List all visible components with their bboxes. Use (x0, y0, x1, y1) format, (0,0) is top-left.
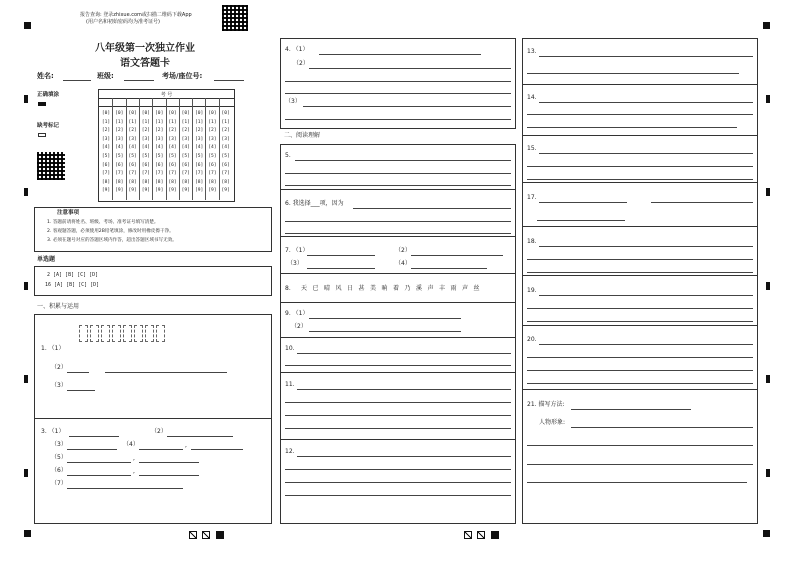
answer-box-q13[interactable] (522, 38, 758, 85)
exam-id-digit[interactable]: [8] (101, 179, 111, 185)
q4-2-label: （2） (293, 60, 309, 67)
q4-2-line-b[interactable] (285, 81, 511, 82)
notes-box (34, 207, 272, 252)
q8-label: 8. (285, 285, 291, 292)
exam-id-digit[interactable]: [4] (128, 145, 137, 151)
q6-line-b[interactable] (285, 221, 511, 222)
exam-id-digit[interactable]: [3] (208, 136, 217, 142)
exam-id-digit[interactable]: [4] (155, 145, 164, 151)
exam-id-digit[interactable]: [7] (168, 171, 177, 177)
exam-id-digit[interactable]: [5] (168, 153, 177, 159)
exam-id-column[interactable] (194, 110, 204, 196)
exam-id-digit[interactable]: [4] (208, 145, 217, 151)
answer-box-q15[interactable] (522, 135, 758, 183)
side-mark (766, 188, 770, 196)
exam-id-digit[interactable]: [9] (115, 188, 124, 194)
q18-line-c[interactable] (527, 272, 753, 273)
exam-id-digit[interactable]: [6] (141, 162, 151, 168)
exam-id-digit[interactable]: [7] (194, 171, 204, 177)
q15-line-c[interactable] (527, 179, 753, 180)
answer-box-q21[interactable] (522, 389, 758, 524)
answer-box-q19[interactable] (522, 275, 758, 326)
absent-mark-box[interactable] (38, 133, 46, 137)
exam-id-column[interactable] (154, 110, 164, 196)
q8-sentence[interactable] (301, 286, 501, 294)
exam-id-digit[interactable]: [4] (168, 145, 177, 151)
exam-id-digit[interactable]: [8] (115, 179, 124, 185)
exam-id-digit[interactable]: [0] (181, 111, 190, 116)
exam-id-digit[interactable]: [8] (208, 179, 217, 185)
exam-id-column[interactable] (114, 110, 124, 196)
exam-id-digit[interactable]: [3] (221, 136, 230, 142)
q8-char[interactable]: 声 (427, 285, 434, 292)
q3-4-line[interactable] (139, 449, 183, 450)
q17-label: 17. (527, 194, 537, 201)
exam-id-header: 考 号 (160, 92, 173, 98)
q10-line[interactable] (297, 353, 511, 354)
q3-6-line[interactable] (67, 475, 131, 476)
q20-line-c[interactable] (527, 370, 753, 371)
side-mark (766, 282, 770, 290)
exam-id-column[interactable] (101, 110, 111, 196)
q21-1-label: 21. 描写方法: (527, 401, 565, 408)
q21-2-line[interactable] (571, 427, 753, 428)
q1-2-line[interactable] (67, 372, 89, 373)
page-subtitle: 语文答题卡 (120, 58, 170, 69)
q4-1-line[interactable] (319, 54, 481, 55)
q9-1-line[interactable] (309, 318, 461, 319)
class-field[interactable] (124, 80, 154, 81)
exam-id-digit[interactable]: [8] (181, 179, 190, 185)
bottom-marker-left (189, 531, 229, 540)
answer-box-q7[interactable] (280, 236, 516, 274)
q13-line[interactable] (539, 56, 753, 57)
q15-line-b[interactable] (527, 166, 753, 167)
exam-id-digit[interactable]: [8] (194, 179, 204, 185)
exam-id-column[interactable] (128, 110, 138, 196)
exam-id-digit[interactable]: [9] (208, 188, 217, 194)
side-mark (766, 469, 770, 477)
exam-id-digit[interactable]: [1] (208, 119, 217, 125)
q4-1-label: 4. （1） (285, 46, 309, 53)
answer-box-q14[interactable] (522, 84, 758, 136)
corner-mark-br (763, 530, 770, 537)
q12-line-d[interactable] (285, 495, 511, 496)
exam-id-column[interactable] (168, 110, 178, 196)
answer-box-q20[interactable] (522, 325, 758, 390)
exam-id-digit[interactable]: [0] (141, 111, 151, 116)
exam-id-digit[interactable]: [6] (208, 162, 217, 168)
exam-id-digit[interactable]: [2] (168, 128, 177, 134)
q3-5-label: （5） (51, 454, 67, 461)
side-mark (766, 95, 770, 103)
side-mark (24, 95, 28, 103)
exam-id-digit[interactable]: [9] (128, 188, 137, 194)
exam-id-digit[interactable]: [1] (168, 119, 177, 125)
exam-id-digit[interactable]: [4] (141, 145, 151, 151)
answer-box-q9[interactable] (280, 302, 516, 338)
exam-id-digit[interactable]: [3] (101, 136, 111, 142)
side-mark (24, 469, 28, 477)
exam-id-digit[interactable]: [1] (128, 119, 137, 125)
answer-box-q17[interactable] (522, 182, 758, 227)
q14-line-c[interactable] (527, 127, 737, 128)
q18-line-b[interactable] (527, 259, 753, 260)
q8-char[interactable]: 丰 (439, 285, 446, 292)
exam-id-digit[interactable]: [0] (101, 111, 111, 116)
bottom-marker-right (464, 531, 504, 540)
corner-mark-tr (763, 22, 770, 29)
q8-char[interactable]: 晴 (324, 285, 331, 292)
q14-line[interactable] (539, 102, 753, 103)
exam-id-digit[interactable]: [9] (221, 188, 230, 194)
exam-id-digit[interactable]: [7] (115, 171, 124, 177)
q19-line-b[interactable] (527, 308, 753, 309)
exam-id-digit[interactable]: [5] (128, 153, 137, 159)
q20-line[interactable] (539, 344, 753, 345)
q10-label: 10. (285, 345, 295, 352)
exam-id-column[interactable] (207, 110, 217, 196)
exam-id-digit[interactable]: [5] (181, 153, 190, 159)
q3-4-line-b[interactable] (191, 449, 243, 450)
exam-id-digit[interactable]: [6] (128, 162, 137, 168)
mc-box[interactable] (34, 266, 272, 296)
exam-id-digit[interactable]: [5] (141, 153, 151, 159)
q1-2-line-b[interactable] (105, 372, 227, 373)
exam-id-digit[interactable]: [1] (155, 119, 164, 125)
page-title: 八年级第一次独立作业 (95, 43, 195, 54)
mc-title: 单选题 (37, 256, 56, 263)
exam-id-digit[interactable]: [0] (115, 111, 124, 116)
q11-line-c[interactable] (285, 415, 511, 416)
section-2-title: 二、阅读理解 (284, 132, 321, 139)
exam-id-digit[interactable]: [1] (115, 119, 124, 125)
exam-id-digit[interactable]: [3] (141, 136, 151, 142)
q4-3-line-b[interactable] (285, 119, 511, 120)
q5-label: 5. (285, 152, 291, 159)
q19-line-c[interactable] (527, 321, 753, 322)
exam-id-digit[interactable]: [8] (141, 179, 151, 185)
exam-id-digit[interactable]: [6] (221, 162, 230, 168)
q21-2-line-c[interactable] (527, 464, 753, 465)
name-label: 姓名: (37, 72, 54, 80)
exam-id-digit[interactable]: [7] (221, 171, 230, 177)
q20-label: 20. (527, 336, 537, 343)
q21-2-label: 人物形象: (539, 419, 566, 426)
exam-id-digit[interactable]: [0] (155, 111, 164, 116)
exam-id-digit[interactable]: [0] (168, 111, 177, 116)
exam-id-digit[interactable]: [9] (181, 188, 190, 194)
exam-id-digit[interactable]: [7] (181, 171, 190, 177)
q8-char[interactable]: 已 (312, 285, 319, 292)
exam-id-digit[interactable]: [1] (101, 119, 111, 125)
exam-id-digit[interactable]: [4] (221, 145, 230, 151)
room-label: 考场/座位号: (162, 72, 203, 80)
exam-id-digit[interactable]: [7] (141, 171, 151, 177)
answer-box-q1[interactable] (34, 314, 272, 419)
exam-id-digit[interactable]: [1] (141, 119, 151, 125)
q1-1-label: 1. （1） (41, 345, 65, 352)
exam-id-digit[interactable]: [9] (101, 188, 111, 194)
q8-char[interactable]: 天 (301, 285, 308, 292)
q5-line-b[interactable] (285, 173, 511, 174)
exam-id-digit[interactable]: [9] (168, 188, 177, 194)
q6-line-c[interactable] (285, 233, 511, 234)
q15-line[interactable] (539, 153, 753, 154)
exam-id-digit[interactable]: [4] (101, 145, 111, 151)
answer-box-q8[interactable] (280, 273, 516, 303)
q7-1-line[interactable] (307, 255, 375, 256)
q11-line-d[interactable] (285, 428, 511, 429)
q6-label: 6. 我选择___项，因为 (285, 200, 344, 207)
correct-fill-sample (38, 102, 46, 106)
q8-char[interactable]: 风 (335, 285, 342, 292)
q3-3-label: （3） (51, 441, 67, 448)
notes-title: 注意事项 (57, 210, 80, 216)
q7-4-label: （4） (395, 260, 411, 267)
q8-char[interactable]: 乃 (404, 285, 411, 292)
answer-box-q3[interactable] (34, 418, 272, 524)
name-field[interactable] (63, 80, 91, 81)
q6-line[interactable] (353, 208, 511, 209)
side-mark (766, 375, 770, 383)
q12-line-b[interactable] (285, 469, 511, 470)
exam-id-digit[interactable]: [2] (208, 128, 217, 134)
corner-mark-bl (24, 530, 31, 537)
exam-id-digit[interactable]: [7] (155, 171, 164, 177)
side-mark (24, 375, 28, 383)
mc-row[interactable]: 16 [A] [B] [C] [D] (45, 282, 100, 288)
exam-id-digit[interactable]: [7] (128, 171, 137, 177)
answer-box-q11[interactable] (280, 372, 516, 440)
q8-char[interactable]: 着 (393, 285, 400, 292)
exam-id-digit[interactable]: [3] (155, 136, 164, 142)
q21-2-line-b[interactable] (527, 445, 753, 446)
q3-6-label: （6） (51, 467, 67, 474)
exam-id-digit[interactable]: [2] (141, 128, 151, 134)
exam-id-digit[interactable]: [2] (115, 128, 124, 134)
q21-2-line-d[interactable] (527, 482, 747, 483)
exam-id-digit[interactable]: [5] (115, 153, 124, 159)
absent-mark-label: 缺考标记 (37, 123, 60, 129)
answer-box-q18[interactable] (522, 226, 758, 276)
exam-id-digit[interactable]: [2] (221, 128, 230, 134)
exam-id-column[interactable] (141, 110, 151, 196)
q18-label: 18. (527, 238, 537, 245)
exam-id-digit[interactable]: [9] (141, 188, 151, 194)
comma: , (133, 468, 135, 475)
exam-id-digit[interactable]: [2] (128, 128, 137, 134)
q7-1-label: 7. （1） (285, 247, 309, 254)
comma: , (133, 455, 135, 462)
q8-char[interactable]: 雨 (450, 285, 457, 292)
q17-line[interactable] (539, 202, 627, 203)
q18-line[interactable] (539, 246, 753, 247)
q8-char[interactable]: 声 (462, 285, 469, 292)
q8-char[interactable]: 晌 (381, 285, 388, 292)
answer-box-q6[interactable] (280, 189, 516, 237)
exam-id-digit[interactable]: [8] (155, 179, 164, 185)
q9-1-label: 9. （1） (285, 310, 309, 317)
q8-char[interactable]: 日 (347, 285, 354, 292)
q15-label: 15. (527, 145, 537, 152)
exam-id-digit[interactable]: [6] (168, 162, 177, 168)
q13-line-b[interactable] (527, 73, 739, 74)
q8-char[interactable]: 甚 (358, 285, 365, 292)
exam-id-digit[interactable]: [4] (115, 145, 124, 151)
q8-char[interactable]: 丝 (473, 285, 480, 292)
q3-1b-line[interactable] (167, 436, 233, 437)
notes-item: 1. 答题前请将姓名、班级、考场、准考证号填写清楚。 (47, 220, 159, 225)
exam-id-digit[interactable]: [3] (115, 136, 124, 142)
exam-id-digit[interactable]: [0] (194, 111, 204, 116)
q3-1-label: 3. （1） (41, 428, 65, 435)
q3-5-line[interactable] (67, 462, 131, 463)
q3-7-line[interactable] (67, 488, 183, 489)
exam-id-digit[interactable]: [0] (128, 111, 137, 116)
q7-2-line[interactable] (411, 255, 503, 256)
correct-fill-label: 正确填涂 (37, 92, 60, 98)
exam-id-digit[interactable]: [2] (155, 128, 164, 134)
exam-id-digit[interactable]: [7] (101, 171, 111, 177)
q11-label: 11. (285, 381, 295, 388)
q7-4-line[interactable] (411, 268, 487, 269)
q17-line-b[interactable] (651, 202, 753, 203)
exam-id-digit[interactable]: [1] (181, 119, 190, 125)
exam-id-digit[interactable]: [2] (181, 128, 190, 134)
answer-box-q4[interactable] (280, 38, 516, 129)
exam-id-digit[interactable]: [6] (194, 162, 204, 168)
section-1-title: 一、积累与运用 (37, 303, 80, 310)
exam-id-digit[interactable]: [5] (221, 153, 230, 159)
q11-line-b[interactable] (285, 402, 511, 403)
exam-id-digit[interactable]: [3] (168, 136, 177, 142)
q3-1b-label: （2） (151, 428, 167, 435)
exam-id-digit[interactable]: [2] (194, 128, 204, 134)
q20-line-d[interactable] (527, 383, 753, 384)
room-field[interactable] (214, 80, 244, 81)
exam-id-digit[interactable]: [6] (155, 162, 164, 168)
q4-2-line-c[interactable] (285, 93, 511, 94)
exam-id-digit[interactable]: [7] (208, 171, 217, 177)
exam-id-digit[interactable]: [8] (221, 179, 230, 185)
exam-id-digit[interactable]: [0] (221, 111, 230, 116)
side-mark (24, 282, 28, 290)
q3-4-label: （4） (123, 441, 139, 448)
q19-label: 19. (527, 287, 537, 294)
exam-id-digit[interactable]: [5] (194, 153, 204, 159)
q14-line-b[interactable] (527, 114, 753, 115)
q3-1-line[interactable] (69, 436, 119, 437)
exam-id-digit[interactable]: [9] (155, 188, 164, 194)
q13-label: 13. (527, 48, 537, 55)
q4-2-line[interactable] (309, 68, 511, 69)
q14-label: 14. (527, 94, 537, 101)
q3-6-line-b[interactable] (139, 475, 199, 476)
answer-box-q12[interactable] (280, 439, 516, 524)
exam-id-digit[interactable]: [1] (194, 119, 204, 125)
comma: , (185, 442, 187, 449)
q1-3-line[interactable] (67, 390, 95, 391)
q7-2-label: （2） (395, 247, 411, 254)
answer-box-q5[interactable] (280, 144, 516, 190)
q17-line-c[interactable] (537, 220, 625, 221)
q1-2-label: （2） (51, 364, 67, 371)
exam-id-digit[interactable]: [3] (194, 136, 204, 142)
exam-id-digit[interactable]: [2] (101, 128, 111, 134)
qr-code-icon (222, 5, 248, 31)
q4-3-line[interactable] (303, 106, 511, 107)
q9-2-label: （2） (291, 323, 307, 330)
q7-3-label: （3） (287, 260, 303, 267)
q8-char[interactable]: 溪 (416, 285, 423, 292)
exam-id-digit[interactable]: [9] (194, 188, 204, 194)
answer-box-q10[interactable] (280, 337, 516, 373)
q4-3-label: （3） (285, 98, 301, 105)
notes-item: 3. 必须在题号对应的答题区域内作答，超出答题区域书写无效。 (47, 238, 177, 243)
exam-id-digit[interactable]: [8] (168, 179, 177, 185)
exam-id-digit[interactable]: [8] (128, 179, 137, 185)
corner-mark-tl (24, 22, 31, 29)
exam-id-digit[interactable]: [0] (208, 111, 217, 116)
q5-line-c[interactable] (285, 185, 511, 186)
exam-id-digit[interactable]: [1] (221, 119, 230, 125)
q3-3-line[interactable] (67, 449, 117, 450)
exam-id-digit[interactable]: [5] (101, 153, 111, 159)
notes-item: 2. 客观题答题，必须使用2B铅笔填涂，修改时用橡皮擦干净。 (47, 229, 174, 234)
exam-id-digit[interactable]: [3] (181, 136, 190, 142)
q10-line-b[interactable] (285, 365, 511, 366)
exam-id-digit[interactable]: [6] (115, 162, 124, 168)
exam-id-column[interactable] (221, 110, 231, 196)
header-note-1: 报告查询: 登录zhixue.com或扫描二维码下载App (80, 12, 192, 18)
mc-row[interactable]: 2 [A] [B] [C] [D] (47, 272, 99, 278)
q19-line[interactable] (539, 295, 753, 296)
exam-id-grid (98, 89, 235, 202)
exam-id-digit[interactable]: [5] (155, 153, 164, 159)
q9-2-line[interactable] (309, 331, 461, 332)
exam-id-digit[interactable]: [4] (194, 145, 204, 151)
side-mark (24, 188, 28, 196)
exam-id-columns[interactable] (100, 110, 234, 200)
header-note-2: (用户名和初始密码均为准考证号) (86, 19, 160, 25)
q1-3-label: （3） (51, 382, 67, 389)
q5-line[interactable] (295, 160, 511, 161)
q12-line-c[interactable] (285, 482, 511, 483)
q11-line[interactable] (297, 389, 511, 390)
exam-id-digit[interactable]: [3] (128, 136, 137, 142)
exam-id-digit[interactable]: [5] (208, 153, 217, 159)
exam-id-digit[interactable]: [6] (181, 162, 190, 168)
q12-label: 12. (285, 448, 295, 455)
q3-5-line-b[interactable] (139, 462, 199, 463)
q20-line-b[interactable] (527, 357, 753, 358)
q12-line[interactable] (297, 456, 511, 457)
class-label: 班级: (97, 72, 114, 80)
q8-char[interactable]: 美 (370, 285, 377, 292)
exam-id-digit[interactable]: [4] (181, 145, 190, 151)
q7-3-line[interactable] (307, 268, 375, 269)
q3-7-label: （7） (51, 480, 67, 487)
exam-id-digit[interactable]: [6] (101, 162, 111, 168)
exam-id-column[interactable] (181, 110, 191, 196)
qr-code-small-icon (37, 152, 65, 180)
q21-1-line[interactable] (571, 409, 691, 410)
